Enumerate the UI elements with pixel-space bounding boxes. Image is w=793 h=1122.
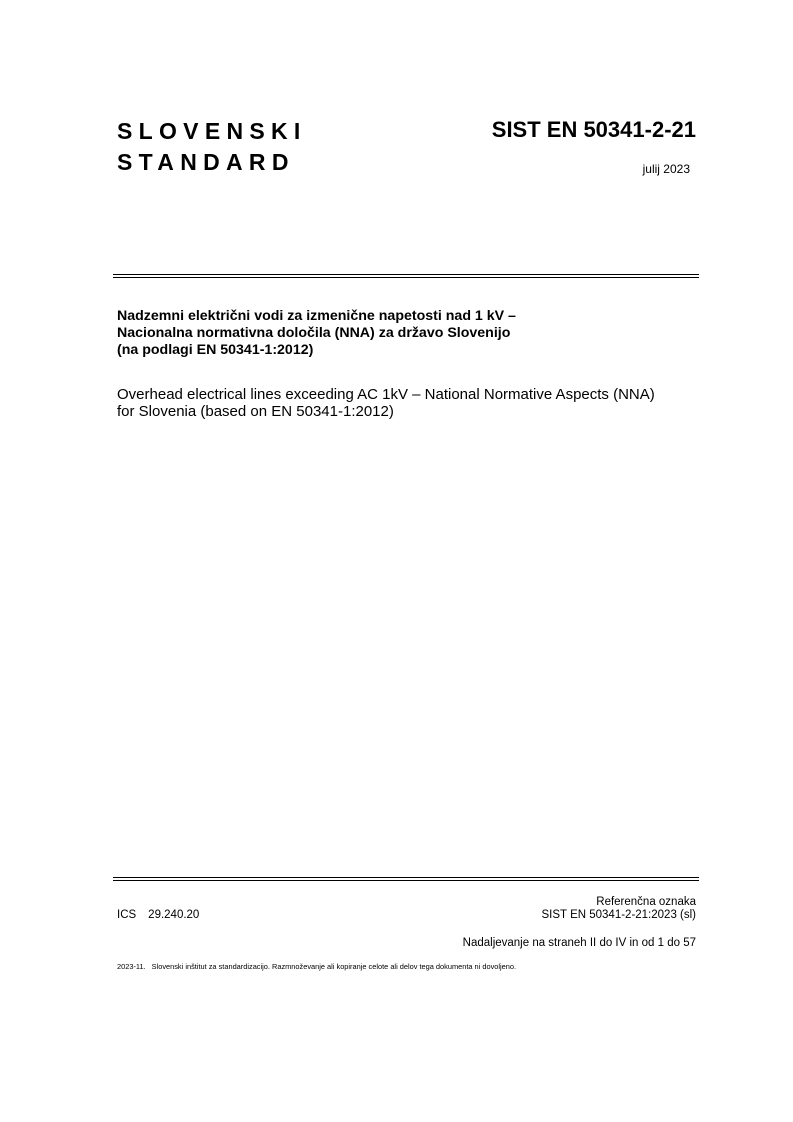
standard-code: SIST EN 50341-2-21 [491, 117, 696, 142]
title-slovenian-line: (na podlagi EN 50341-1:2012) [117, 342, 314, 358]
brand-line-slovenski: SLOVENSKI [117, 118, 307, 144]
standard-brand [117, 116, 307, 178]
top-divider [113, 274, 699, 278]
copyright-notice [117, 962, 516, 972]
title-slovenian-line: Nacionalna normativna določila (NNA) za državo Slovenijo [117, 325, 511, 341]
ics-classification [117, 908, 199, 922]
brand-line-standard: STANDARD [117, 149, 295, 175]
bottom-divider [113, 877, 699, 881]
copyright-date: 2023-11. [117, 962, 146, 971]
publication-date: julij 2023 [642, 162, 690, 176]
title-english-line: for Slovenia (based on EN 50341-1:2012) [117, 403, 394, 420]
copyright-text: Slovenski inštitut za standardizacijo. Razmnoževanje ali kopiranje celote ali delov tega dokumenta ni dovoljeno. [151, 962, 517, 971]
title-english-line: Overhead electrical lines exceeding AC 1kV – National Normative Aspects (NNA) [117, 386, 655, 403]
title-english [117, 386, 707, 420]
reference-label: Referenčna oznaka [596, 896, 696, 908]
ics-label: ICS [117, 909, 137, 921]
reference-value: SIST EN 50341-2-21:2023 (sl) [541, 909, 696, 921]
title-slovenian-line: Nadzemni električni vodi za izmenične napetosti nad 1 kV – [117, 308, 516, 324]
title-slovenian [117, 308, 697, 359]
ics-code: 29.240.20 [148, 909, 200, 921]
page-continuation-note: Nadaljevanje na straneh II do IV in od 1 do 57 [462, 937, 696, 949]
